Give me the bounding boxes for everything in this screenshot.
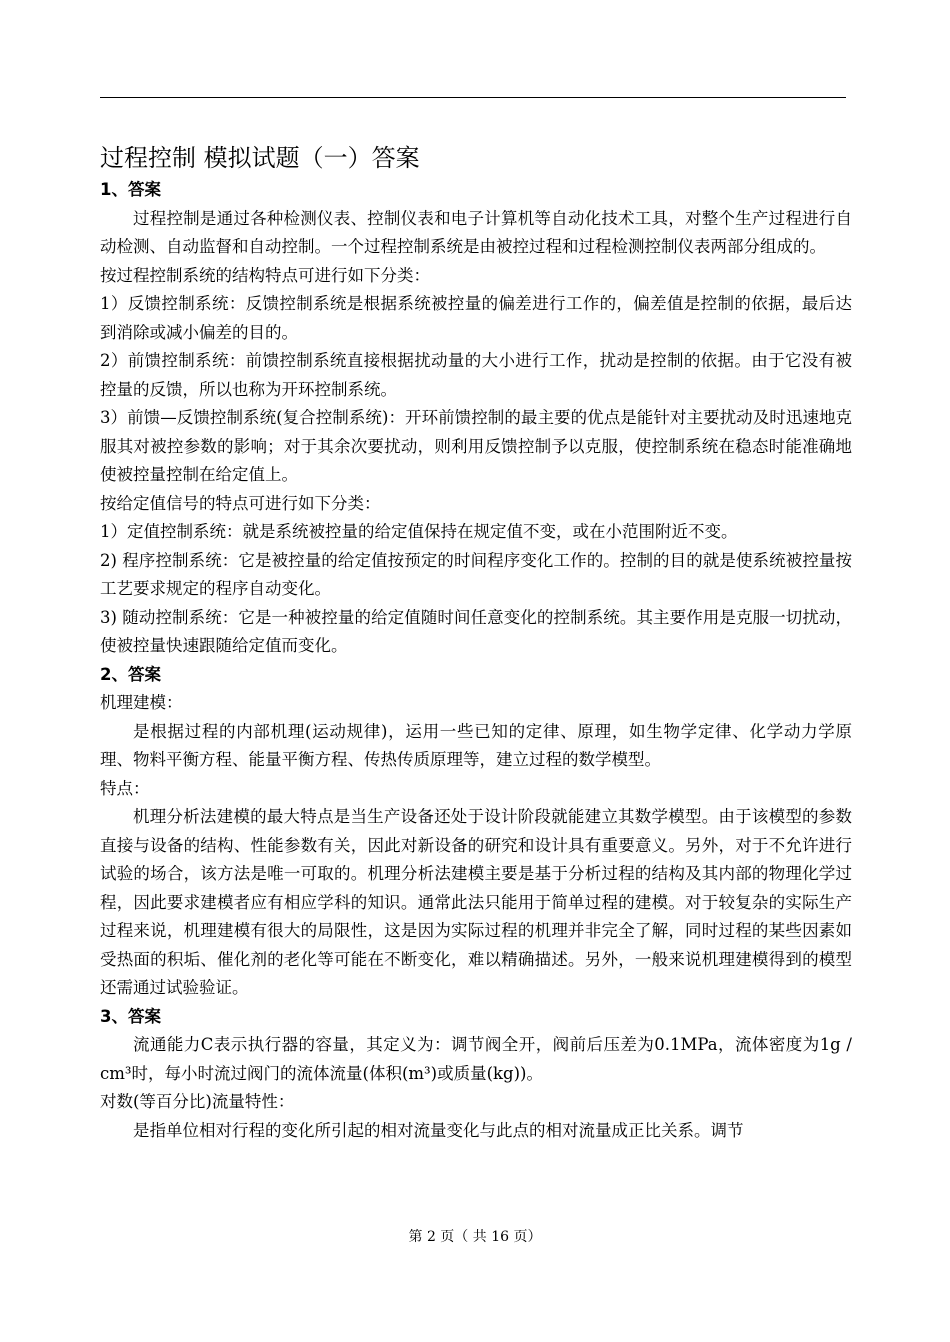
paragraph: 机理建模： [100,693,183,712]
paragraph: 2）前馈控制系统：前馈控制系统直接根据扰动量的大小进行工作，扰动是控制的依据。由于它没有被控量的反馈，所以也称为开环控制系统。 [100,351,852,399]
section-heading: 1、答案 [100,180,161,199]
paragraph: 3）前馈—反馈控制系统(复合控制系统)：开环前馈控制的最主要的优点是能针对主要扰动及时迅速地克服其对被控参数的影响；对于其余次要扰动，则利用反馈控制予以克服，使控制系统在稳态时能准确地使被控量控制在给定值上。 [100,408,852,484]
document-blocks [100,176,852,1145]
paragraph: 按过程控制系统的结构特点可进行如下分类： [100,265,430,285]
paragraph: 过程控制是通过各种检测仪表、控制仪表和电子计算机等自动化技术工具，对整个生产过程进行自动检测、自动监督和自动控制。一个过程控制系统是由被控过程和过程检测控制仪表两部分组成的。 [100,208,852,256]
header-rule [100,97,846,98]
paragraph: 按给定值信号的特点可进行如下分类： [100,493,381,513]
paragraph: 对数(等百分比)流量特性： [100,1092,295,1111]
paragraph: 1）反馈控制系统：反馈控制系统是根据系统被控量的偏差进行工作的，偏差值是控制的依据，最后达到消除或减小偏差的目的。 [100,294,852,342]
document-body [100,140,852,1145]
paragraph: 2) 程序控制系统：它是被控量的给定值按预定的时间程序变化工作的。控制的目的就是使系统被控量按工艺要求规定的程序自动变化。 [100,550,852,598]
section-heading: 2、答案 [100,664,161,684]
paragraph: 3) 随动控制系统：它是一种被控量的给定值随时间任意变化的控制系统。其主要作用是克服一切扰动，使被控量快速跟随给定值而变化。 [100,607,852,655]
paragraph: 1）定值控制系统：就是系统被控量的给定值保持在规定值不变，或在小范围附近不变。 [100,522,738,541]
paragraph: 特点： [100,778,150,798]
paragraph: 机理分析法建模的最大特点是当生产设备还处于设计阶段就能建立其数学模型。由于该模型的参数直接与设备的结构、性能参数有关，因此对新设备的研究和设计具有重要意义。另外，对于不允许进行试验的场合，该方法是唯一可取的。机理分析法建模主要是基于分析过程的结构及其内部的物理化学过程，因此要求建模者应有相应学科的知识。通常此法只能用于简单过程的建模。对于较复杂的实际生产过程来说，机理建模有很大的局限性，这是因为实际过程的机理并非完全了解，同时过程的某些因素如受热面的积垢、催化剂的老化等可能在不断变化，难以精确描述。另外，一般来说机理建模得到的模型还需通过试验验证。 [100,807,852,997]
section-heading: 3、答案 [100,1006,161,1026]
paragraph: 是根据过程的内部机理(运动规律)，运用一些已知的定律、原理，如生物学定律、化学动力学原理、物料平衡方程、能量平衡方程、传热传质原理等，建立过程的数学模型。 [100,721,852,769]
page-title: 过程控制 模拟试题（一）答案 [100,144,420,172]
page-footer: 第 2 页（ 共 16 页） [408,1229,542,1245]
paragraph: 是指单位相对行程的变化所引起的相对流量变化与此点的相对流量成正比关系。调节 [133,1120,744,1140]
paragraph: 流通能力C表示执行器的容量，其定义为：调节阀全开，阀前后压差为0.1MPa，流体密度为1g / cm³时，每小时流过阀门的流体流量(体积(m³)或质量(kg))。 [100,1035,852,1083]
